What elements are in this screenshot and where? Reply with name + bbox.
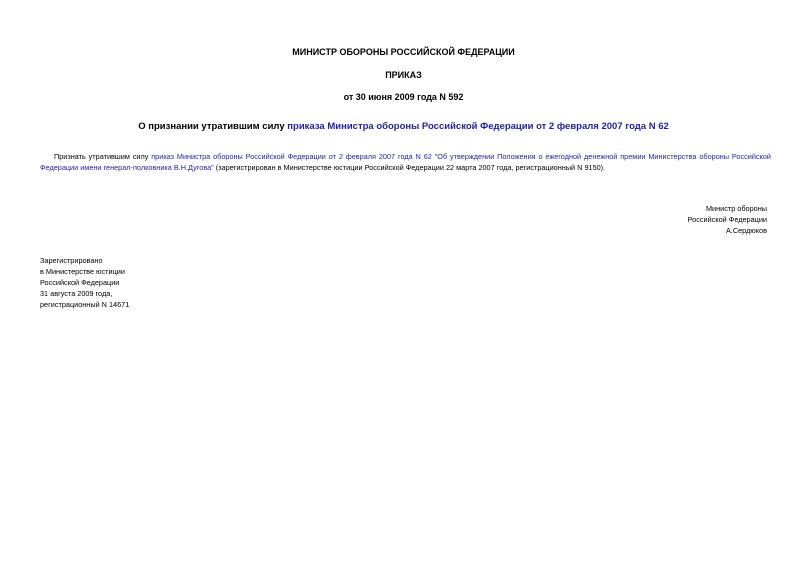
paragraph-suffix: (зарегистрирован в Министерстве юстиции Российской Федерации 22 марта 2007 года, регистрационный N 9150). (213, 163, 606, 172)
signature-name: А.Сердюков (725, 226, 767, 235)
document-subject (0, 121, 807, 133)
signature-block (688, 203, 767, 236)
registration-date: 31 августа 2009 года, (40, 289, 113, 298)
order-paragraph (40, 151, 771, 173)
paragraph-order-link[interactable]: приказ Министра обороны Российской Федерации от 2 февраля 2007 года N 62 "Об утверждении Положения о ежегодной денежной премии Министерства обороны Российской Федерации имени генерал-полковника В.Н.Дугова" (40, 152, 772, 172)
subject-prefix: О признании утратившим силу (138, 121, 288, 132)
registration-line-2: в Министерстве юстиции (40, 267, 125, 276)
registration-block (40, 255, 129, 310)
document-type: ПРИКАЗ (385, 70, 422, 80)
registration-line-3: Российской Федерации (40, 278, 120, 287)
registration-number: регистрационный N 14671 (40, 300, 130, 309)
registration-line-1: Зарегистрировано (40, 256, 103, 265)
paragraph-prefix: Признать утратившим силу (54, 152, 152, 161)
subject-order-link[interactable]: приказа Министра обороны Российской Федерации от 2 февраля 2007 года N 62 (287, 121, 669, 132)
signature-position: Министр обороны (705, 204, 767, 213)
document-date-number: от 30 июня 2009 года N 592 (343, 92, 464, 102)
signature-organization: Российской Федерации (687, 215, 767, 224)
issuer-title: МИНИСТР ОБОРОНЫ РОССИЙСКОЙ ФЕДЕРАЦИИ (292, 47, 515, 57)
